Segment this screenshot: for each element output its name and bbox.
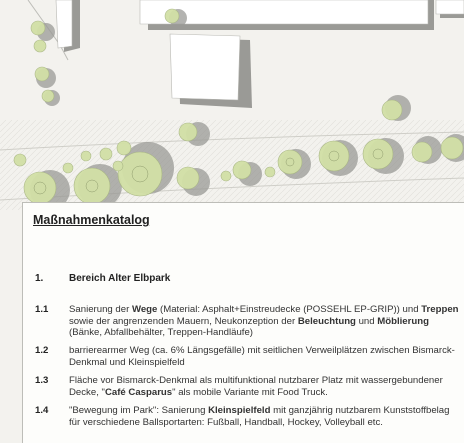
item-text: Sanierung der Wege (Material: Asphalt+Einstreudecke (POSSEHL EP-GRIP)) und Treppen sowie der angrenzenden Mauern, Neukonzeption der Beleuchtung und Möblierung (Bänke, Abfallbehälter, Treppen-Handläufe) xyxy=(69,304,459,338)
catalog-title: Maßnahmenkatalog xyxy=(33,213,150,227)
item-number: 1.4 xyxy=(35,405,49,416)
item-number: 1.3 xyxy=(35,375,49,386)
measures-catalog-panel xyxy=(22,202,464,443)
section-title: Bereich Alter Elbpark xyxy=(69,273,171,284)
item-number: 1.1 xyxy=(35,304,49,315)
section-number: 1. xyxy=(35,273,44,284)
item-text: Fläche vor Bismarck-Denkmal als multifunktional nutzbarer Platz mit wassergebundener Decke, "Café Casparus" als mobile Variante mit Food Truck. xyxy=(69,375,443,398)
item-text: "Bewegung im Park": Sanierung Kleinspielfeld mit ganzjährig nutzbarem Kunststoffbelag für verschiedene Ballsportarten: Fußball, Handball, Hockey, Volleyball etc. xyxy=(69,405,450,428)
item-text: barrierearmer Weg (ca. 6% Längsgefälle) mit seitlichen Verweilplätzen zwischen Bismarck-Denkmal und Kleinspielfeld xyxy=(69,345,455,368)
item-number: 1.2 xyxy=(35,345,49,356)
